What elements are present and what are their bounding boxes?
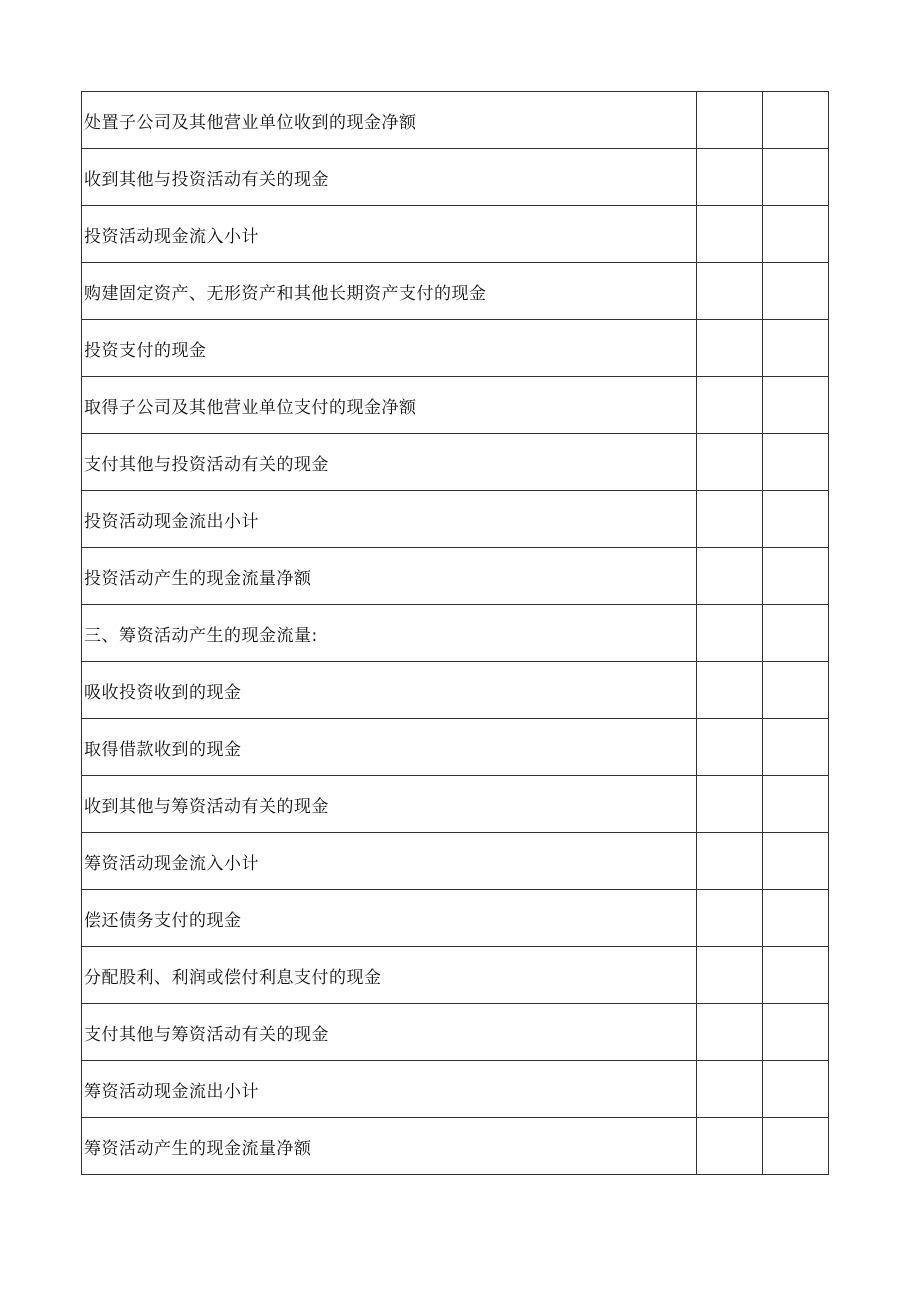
amount-cell-prior <box>763 605 829 662</box>
amount-cell-current <box>697 662 763 719</box>
row-label: 取得子公司及其他营业单位支付的现金净额 <box>82 377 697 434</box>
amount-cell-current <box>697 434 763 491</box>
amount-cell-prior <box>763 1004 829 1061</box>
amount-cell-prior <box>763 92 829 149</box>
amount-cell-current <box>697 776 763 833</box>
table-row <box>82 377 829 434</box>
amount-cell-current <box>697 263 763 320</box>
table-row <box>82 833 829 890</box>
table-row <box>82 1118 829 1175</box>
row-label: 筹资活动产生的现金流量净额 <box>82 1118 697 1175</box>
table-row <box>82 92 829 149</box>
amount-cell-current <box>697 719 763 776</box>
row-label: 收到其他与投资活动有关的现金 <box>82 149 697 206</box>
table-row <box>82 491 829 548</box>
table-row <box>82 776 829 833</box>
row-label: 分配股利、利润或偿付利息支付的现金 <box>82 947 697 1004</box>
amount-cell-prior <box>763 890 829 947</box>
amount-cell-prior <box>763 776 829 833</box>
table-row <box>82 434 829 491</box>
amount-cell-current <box>697 890 763 947</box>
amount-cell-current <box>697 206 763 263</box>
table-row <box>82 206 829 263</box>
row-label: 吸收投资收到的现金 <box>82 662 697 719</box>
row-label: 处置子公司及其他营业单位收到的现金净额 <box>82 92 697 149</box>
row-label: 取得借款收到的现金 <box>82 719 697 776</box>
amount-cell-prior <box>763 719 829 776</box>
amount-cell-prior <box>763 491 829 548</box>
amount-cell-prior <box>763 833 829 890</box>
row-label: 支付其他与投资活动有关的现金 <box>82 434 697 491</box>
amount-cell-current <box>697 947 763 1004</box>
table-row <box>82 320 829 377</box>
row-label: 支付其他与筹资活动有关的现金 <box>82 1004 697 1061</box>
amount-cell-prior <box>763 1061 829 1118</box>
table-row <box>82 1061 829 1118</box>
table-row <box>82 548 829 605</box>
amount-cell-current <box>697 491 763 548</box>
amount-cell-current <box>697 377 763 434</box>
row-label: 筹资活动现金流出小计 <box>82 1061 697 1118</box>
amount-cell-current <box>697 320 763 377</box>
amount-cell-prior <box>763 947 829 1004</box>
amount-cell-prior <box>763 263 829 320</box>
table-row <box>82 662 829 719</box>
amount-cell-prior <box>763 434 829 491</box>
table-row <box>82 149 829 206</box>
amount-cell-current <box>697 1061 763 1118</box>
row-label: 投资活动现金流入小计 <box>82 206 697 263</box>
row-label: 筹资活动现金流入小计 <box>82 833 697 890</box>
table-row <box>82 890 829 947</box>
amount-cell-prior <box>763 662 829 719</box>
row-label: 投资活动现金流出小计 <box>82 491 697 548</box>
row-label: 偿还债务支付的现金 <box>82 890 697 947</box>
table-row <box>82 947 829 1004</box>
amount-cell-prior <box>763 377 829 434</box>
amount-cell-prior <box>763 548 829 605</box>
table-row <box>82 1004 829 1061</box>
row-label: 投资活动产生的现金流量净额 <box>82 548 697 605</box>
table-row <box>82 263 829 320</box>
section-heading: 三、筹资活动产生的现金流量: <box>82 605 697 662</box>
section-heading-row <box>82 605 829 662</box>
amount-cell-prior <box>763 149 829 206</box>
amount-cell-current <box>697 605 763 662</box>
row-label: 购建固定资产、无形资产和其他长期资产支付的现金 <box>82 263 697 320</box>
row-label: 投资支付的现金 <box>82 320 697 377</box>
amount-cell-prior <box>763 1118 829 1175</box>
cash-flow-table <box>81 91 829 1175</box>
amount-cell-current <box>697 92 763 149</box>
amount-cell-current <box>697 1118 763 1175</box>
amount-cell-prior <box>763 206 829 263</box>
amount-cell-current <box>697 149 763 206</box>
table-row <box>82 719 829 776</box>
amount-cell-current <box>697 833 763 890</box>
row-label: 收到其他与筹资活动有关的现金 <box>82 776 697 833</box>
amount-cell-prior <box>763 320 829 377</box>
amount-cell-current <box>697 1004 763 1061</box>
cash-flow-table-body <box>82 92 829 1175</box>
amount-cell-current <box>697 548 763 605</box>
